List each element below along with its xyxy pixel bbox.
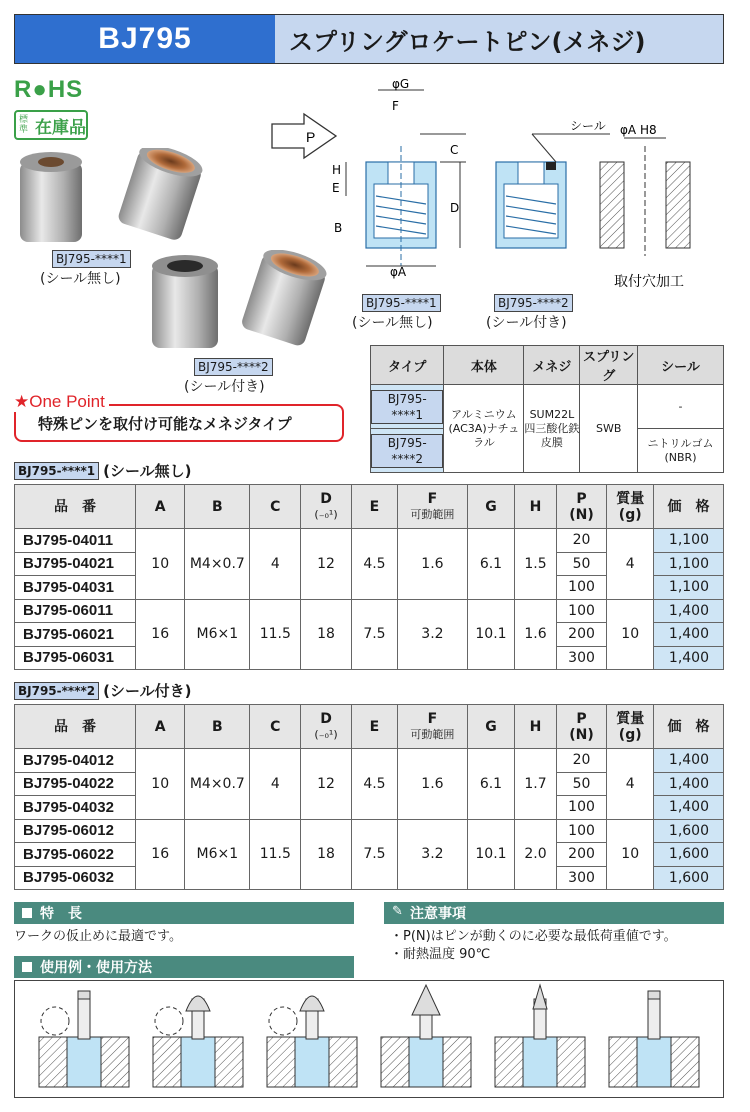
cell-F: 1.6 <box>398 529 467 600</box>
header-D-tol: (₋₀¹) <box>314 727 338 741</box>
cell-P: 20 <box>556 749 607 773</box>
features-band: 特 長 <box>14 902 354 924</box>
header-D-label: D <box>320 710 332 727</box>
cell-H: 2.0 <box>515 819 556 890</box>
spec-table <box>370 345 724 473</box>
part-number: BJ795-06022 <box>15 843 136 867</box>
header-C: C <box>250 485 301 529</box>
cell-B: M4×0.7 <box>185 749 250 820</box>
cell-P: 100 <box>556 576 607 600</box>
cell-B: M6×1 <box>185 599 250 670</box>
dim-B: B <box>334 221 343 235</box>
cell-G: 6.1 <box>467 529 515 600</box>
usage-example <box>495 985 585 1087</box>
cell-E: 7.5 <box>351 819 398 890</box>
header-B: B <box>185 705 250 749</box>
header-E: E <box>351 485 398 529</box>
header-C: C <box>250 705 301 749</box>
cell-B: M6×1 <box>185 819 250 890</box>
table-row <box>15 819 724 843</box>
part-number: BJ795-04011 <box>15 529 136 553</box>
header-H: H <box>515 485 556 529</box>
cell-P: 100 <box>556 599 607 623</box>
cell-P: 300 <box>556 866 607 890</box>
part-number: BJ795-04022 <box>15 772 136 796</box>
pressure-arrow <box>272 114 336 158</box>
spec-header-body: 本体 <box>444 346 524 385</box>
header-D-tol: (₋₀¹) <box>314 507 338 521</box>
part-number: BJ795-06031 <box>15 646 136 670</box>
cell-P: 50 <box>556 772 607 796</box>
cell-price: 1,400 <box>654 749 724 773</box>
cell-mass: 4 <box>607 529 654 600</box>
header-P-label: P <box>576 710 587 727</box>
header-F-sub: 可動範囲 <box>410 507 455 521</box>
usage-example <box>609 991 699 1087</box>
header-G: G <box>467 485 515 529</box>
cell-B: M4×0.7 <box>185 529 250 600</box>
cell-mass: 10 <box>607 819 654 890</box>
cell-C: 4 <box>250 529 301 600</box>
cell-H: 1.5 <box>515 529 556 600</box>
hole-caption: 取付穴加工 <box>614 274 684 290</box>
cell-F: 3.2 <box>398 599 467 670</box>
dim-H: H <box>332 163 342 177</box>
cell-D: 18 <box>301 599 351 670</box>
header-F-label: F <box>427 710 438 727</box>
cell-F: 3.2 <box>398 819 467 890</box>
cell-price: 1,400 <box>654 623 724 647</box>
spec-type-1: BJ795-****1 <box>371 385 444 429</box>
cell-C: 11.5 <box>250 819 301 890</box>
table-row <box>15 529 724 553</box>
usage-example <box>267 996 357 1087</box>
product-photo-group-1 <box>16 148 216 248</box>
cell-P: 300 <box>556 646 607 670</box>
cell-price: 1,400 <box>654 796 724 820</box>
cell-price: 1,600 <box>654 819 724 843</box>
cell-P: 100 <box>556 819 607 843</box>
spec-header-type: タイプ <box>371 346 444 385</box>
cell-D: 12 <box>301 529 351 600</box>
header-price: 価 格 <box>654 705 724 749</box>
table1-heading: BJ795-****1 (シール無し) <box>14 460 192 481</box>
cell-H: 1.7 <box>515 749 556 820</box>
header-F-label: F <box>427 490 438 507</box>
cell-G: 10.1 <box>467 599 515 670</box>
cell-P: 100 <box>556 796 607 820</box>
table2-heading: BJ795-****2 (シール付き) <box>14 680 192 701</box>
seal-label: シール <box>570 119 606 133</box>
drawing-caption-1: (シール無し) <box>352 315 433 331</box>
usage-band: 使用例・使用方法 <box>14 956 354 978</box>
drawing-tag-1: BJ795-****1 <box>362 292 441 312</box>
header-H: H <box>515 705 556 749</box>
cell-A: 10 <box>135 749 185 820</box>
dim-G: φG <box>392 77 410 91</box>
spec-seal-2: ニトリルゴム(NBR) <box>637 429 723 473</box>
header-part: 品 番 <box>15 705 136 749</box>
part-number: BJ795-04032 <box>15 796 136 820</box>
spec-seal-1: - <box>637 385 723 429</box>
onepoint-text: 特殊ピンを取付け可能なメネジタイプ <box>38 414 292 433</box>
features-text: ワークの仮止めに最適です。 <box>14 929 182 944</box>
header-P <box>556 705 607 749</box>
spec-body: アルミニウム(AC3A)ナチュラル <box>444 385 524 473</box>
hole-dim: φA H8 <box>620 123 657 137</box>
photo-caption-2: (シール付き) <box>184 379 265 395</box>
photo-tag-2: BJ795-****2 <box>194 356 273 376</box>
dim-D: D <box>450 201 460 215</box>
cell-price: 1,600 <box>654 866 724 890</box>
header-P-sub: (N) <box>569 506 594 523</box>
spec-header-spring: スプリング <box>580 346 638 385</box>
cell-price: 1,400 <box>654 772 724 796</box>
cell-P: 200 <box>556 623 607 647</box>
header-B: B <box>185 485 250 529</box>
cautions-band: ✎ 注意事項 <box>384 902 724 924</box>
cell-E: 7.5 <box>351 599 398 670</box>
usage-drawings <box>15 981 723 1097</box>
cell-D: 18 <box>301 819 351 890</box>
header-G: G <box>467 705 515 749</box>
dim-F: F <box>392 99 399 113</box>
stock-small-label: 標準 <box>19 115 29 135</box>
cell-mass: 10 <box>607 599 654 670</box>
drawing-caption-2: (シール付き) <box>486 315 567 331</box>
usage-example <box>153 996 243 1087</box>
cell-G: 6.1 <box>467 749 515 820</box>
product-table-no-seal <box>14 484 724 670</box>
usage-illustrations <box>14 980 724 1098</box>
part-number: BJ795-06021 <box>15 623 136 647</box>
cell-mass: 4 <box>607 749 654 820</box>
part-number: BJ795-04021 <box>15 552 136 576</box>
cell-P: 20 <box>556 529 607 553</box>
header-P-sub: (N) <box>569 726 594 743</box>
onepoint-label: ★One Point <box>14 392 109 412</box>
table-row <box>15 599 724 623</box>
spec-header-thread: メネジ <box>524 346 580 385</box>
dim-A: φA <box>390 265 407 279</box>
spec-type-2: BJ795-****2 <box>371 429 444 473</box>
cell-H: 1.6 <box>515 599 556 670</box>
cell-C: 4 <box>250 749 301 820</box>
cell-price: 1,400 <box>654 599 724 623</box>
photo-tag-1: BJ795-****1 <box>52 248 131 268</box>
dim-E: E <box>332 181 340 195</box>
part-number: BJ795-06011 <box>15 599 136 623</box>
header-D <box>301 705 351 749</box>
header-A: A <box>135 705 185 749</box>
cell-price: 1,100 <box>654 552 724 576</box>
part-number: BJ795-06032 <box>15 866 136 890</box>
cell-P: 200 <box>556 843 607 867</box>
part-number: BJ795-06012 <box>15 819 136 843</box>
header-mass-label: 質量 <box>616 710 645 727</box>
product-code: BJ795 <box>15 15 275 63</box>
stock-big-label: 在庫品 <box>35 117 86 138</box>
dim-C: C <box>450 143 459 157</box>
usage-example <box>39 991 129 1087</box>
spec-thread: SUM22L 四三酸化鉄皮膜 <box>524 385 580 473</box>
header-bar <box>14 14 724 64</box>
header-mass <box>607 705 654 749</box>
cell-C: 11.5 <box>250 599 301 670</box>
caution-item: ・耐熱温度 90℃ <box>390 947 491 962</box>
header-A: A <box>135 485 185 529</box>
cell-A: 10 <box>135 529 185 600</box>
header-price: 価 格 <box>654 485 724 529</box>
table-header-row <box>15 705 724 749</box>
cell-price: 1,400 <box>654 646 724 670</box>
header-F-sub: 可動範囲 <box>410 727 455 741</box>
header-D <box>301 485 351 529</box>
header-mass-label: 質量 <box>616 490 645 507</box>
pressure-label: P <box>306 129 316 145</box>
header-part: 品 番 <box>15 485 136 529</box>
spec-spring: SWB <box>580 385 638 473</box>
wrench-icon: ✎ <box>392 904 403 919</box>
table-header-row <box>15 485 724 529</box>
cell-F: 1.6 <box>398 749 467 820</box>
part-number: BJ795-04031 <box>15 576 136 600</box>
header-P-label: P <box>576 490 587 507</box>
header-mass <box>607 485 654 529</box>
drawing-tag-2: BJ795-****2 <box>494 292 573 312</box>
spec-header-seal: シール <box>637 346 723 385</box>
photo-caption-1: (シール無し) <box>40 271 121 287</box>
cell-E: 4.5 <box>351 529 398 600</box>
header-E: E <box>351 705 398 749</box>
product-title: スプリングロケートピン(メネジ) <box>275 15 723 63</box>
header-F <box>398 485 467 529</box>
header-mass-sub: (g) <box>618 506 642 523</box>
cell-price: 1,600 <box>654 843 724 867</box>
rohs-logo: R●HS <box>14 76 84 103</box>
stock-badge <box>14 110 88 140</box>
part-number: BJ795-04012 <box>15 749 136 773</box>
header-F <box>398 705 467 749</box>
cell-A: 16 <box>135 599 185 670</box>
header-P <box>556 485 607 529</box>
table-row <box>15 749 724 773</box>
cell-D: 12 <box>301 749 351 820</box>
caution-item: ・P(N)はピンが動くのに必要な最低荷重値です。 <box>390 929 677 944</box>
cell-P: 50 <box>556 552 607 576</box>
cautions-list <box>390 928 677 964</box>
usage-example <box>381 985 471 1087</box>
header-mass-sub: (g) <box>618 726 642 743</box>
cell-price: 1,100 <box>654 576 724 600</box>
cell-G: 10.1 <box>467 819 515 890</box>
header-D-label: D <box>320 490 332 507</box>
cell-price: 1,100 <box>654 529 724 553</box>
cell-E: 4.5 <box>351 749 398 820</box>
cell-A: 16 <box>135 819 185 890</box>
product-table-with-seal <box>14 704 724 890</box>
